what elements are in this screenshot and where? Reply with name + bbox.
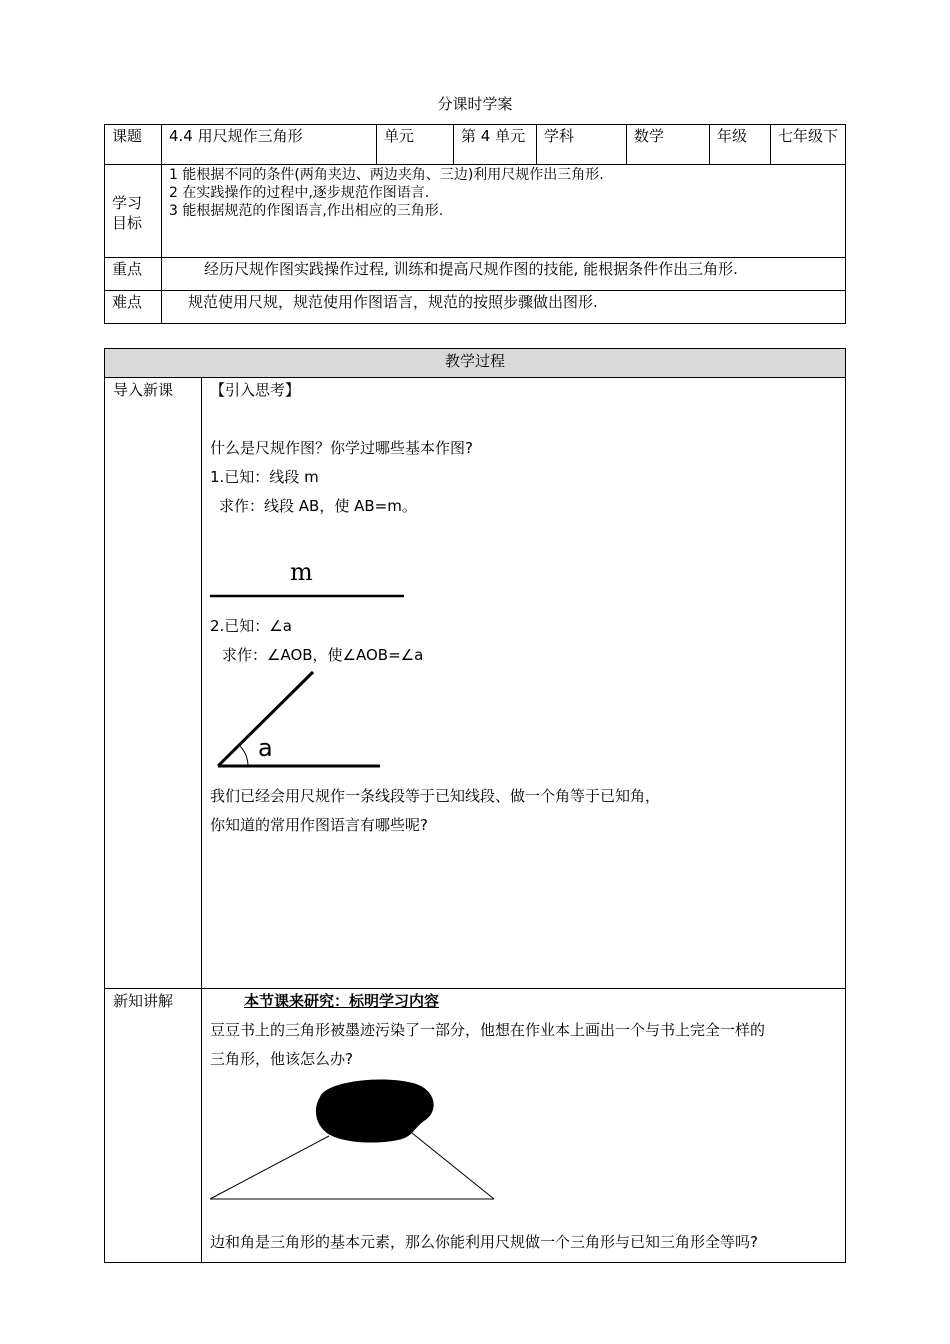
task1-given: 1.已知：线段 m <box>210 468 319 486</box>
section2-label: 新知讲解 <box>105 989 202 1263</box>
danyuan-label: 单元 <box>377 125 454 165</box>
segment-label: m <box>290 558 313 586</box>
mubiao-label: 学习目标 <box>105 165 162 258</box>
section2-para2: 三角形，他该怎么办? <box>210 1050 353 1068</box>
mubiao-list <box>162 165 846 258</box>
section1-para2: 你知道的常用作图语言有哪些呢? <box>210 816 428 834</box>
info-table <box>104 124 846 324</box>
section1-label: 导入新课 <box>105 378 202 989</box>
zhongdian-label: 重点 <box>105 258 162 291</box>
nandian-label: 难点 <box>105 291 162 324</box>
section2-content <box>202 989 846 1263</box>
angle-label: a <box>258 734 273 762</box>
segment-m-figure <box>210 593 406 599</box>
nianji-value: 七年级下 <box>771 125 846 165</box>
process-header: 教学过程 <box>105 349 846 378</box>
section1-heading: 【引入思考】 <box>210 381 301 399</box>
zhongdian-value: 经历尺规作图实践操作过程, 训练和提高尺规作图的技能, 能根据条件作出三角形. <box>162 258 846 291</box>
nandian-value: 规范使用尺规，规范使用作图语言，规范的按照步骤做出图形. <box>162 291 846 324</box>
keti-label: 课题 <box>105 125 162 165</box>
nianji-label: 年级 <box>710 125 771 165</box>
task2-make: 求作：∠AOB，使∠AOB=∠a <box>222 646 424 664</box>
task1-make: 求作：线段 AB，使 AB=m。 <box>219 497 417 515</box>
section2-heading: 本节课来研究：标明学习内容 <box>244 992 440 1010</box>
section1-para1: 我们已经会用尺规作一条线段等于已知线段、做一个角等于已知角， <box>210 787 661 805</box>
page-title: 分课时学案 <box>437 95 513 113</box>
keti-value: 4.4 用尺规作三角形 <box>162 125 377 165</box>
section1-content <box>202 378 846 989</box>
angle-a-figure <box>212 670 382 770</box>
section2-para1: 豆豆书上的三角形被墨迹污染了一部分，他想在作业本上画出一个与书上完全一样的 <box>210 1021 766 1039</box>
danyuan-value: 第 4 单元 <box>454 125 537 165</box>
mubiao-item-1: 1 能根据不同的条件(两角夹边、两边夹角、三边)利用尺规作出三角形. <box>169 167 604 183</box>
task2-given: 2.已知：∠a <box>210 617 292 635</box>
mubiao-item-2: 2 在实践操作的过程中,逐步规范作图语言. <box>169 185 430 201</box>
section1-question: 什么是尺规作图？你学过哪些基本作图? <box>210 439 473 457</box>
ink-triangle-figure <box>208 1077 500 1201</box>
xueke-value: 数学 <box>627 125 710 165</box>
mubiao-item-3: 3 能根据规范的作图语言,作出相应的三角形. <box>169 203 444 219</box>
process-table <box>104 348 846 1263</box>
xueke-label: 学科 <box>537 125 627 165</box>
section2-para3: 边和角是三角形的基本元素，那么你能利用尺规做一个三角形与已知三角形全等吗? <box>210 1233 758 1251</box>
